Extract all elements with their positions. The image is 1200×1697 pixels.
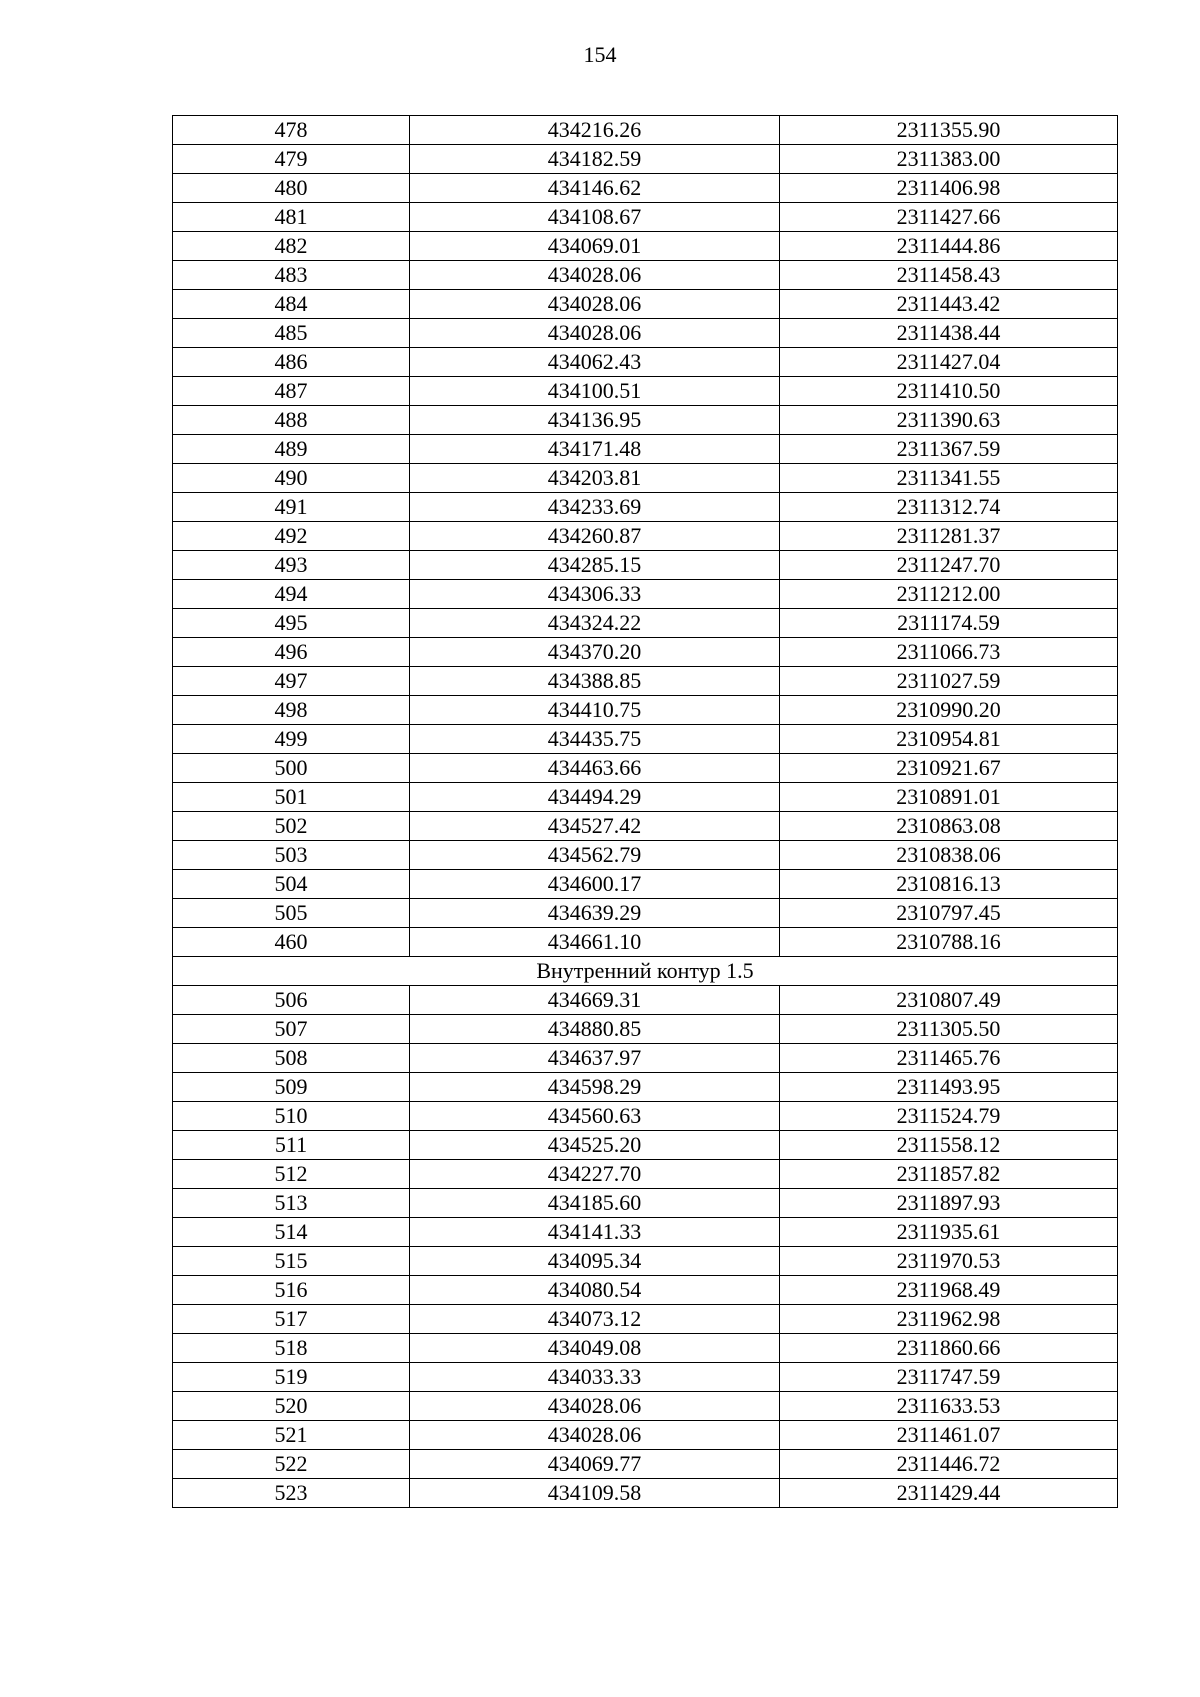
table-row (173, 145, 1118, 174)
table-row (173, 580, 1118, 609)
x-coordinate-cell: 434435.75 (410, 725, 780, 754)
x-coordinate-cell: 434062.43 (410, 348, 780, 377)
y-coordinate-cell: 2311174.59 (780, 609, 1118, 638)
table-row (173, 1276, 1118, 1305)
x-coordinate-cell: 434527.42 (410, 812, 780, 841)
x-coordinate-cell: 434028.06 (410, 319, 780, 348)
point-number-cell: 503 (173, 841, 410, 870)
point-number-cell: 516 (173, 1276, 410, 1305)
x-coordinate-cell: 434661.10 (410, 928, 780, 957)
y-coordinate-cell: 2311968.49 (780, 1276, 1118, 1305)
x-coordinate-cell: 434028.06 (410, 261, 780, 290)
table-row (173, 754, 1118, 783)
x-coordinate-cell: 434388.85 (410, 667, 780, 696)
y-coordinate-cell: 2311027.59 (780, 667, 1118, 696)
y-coordinate-cell: 2310863.08 (780, 812, 1118, 841)
x-coordinate-cell: 434324.22 (410, 609, 780, 638)
x-coordinate-cell: 434600.17 (410, 870, 780, 899)
y-coordinate-cell: 2310954.81 (780, 725, 1118, 754)
y-coordinate-cell: 2310921.67 (780, 754, 1118, 783)
table-row (173, 1421, 1118, 1450)
x-coordinate-cell: 434637.97 (410, 1044, 780, 1073)
table-row (173, 696, 1118, 725)
point-number-cell: 511 (173, 1131, 410, 1160)
y-coordinate-cell: 2310788.16 (780, 928, 1118, 957)
point-number-cell: 480 (173, 174, 410, 203)
y-coordinate-cell: 2311465.76 (780, 1044, 1118, 1073)
x-coordinate-cell: 434639.29 (410, 899, 780, 928)
y-coordinate-cell: 2311860.66 (780, 1334, 1118, 1363)
x-coordinate-cell: 434100.51 (410, 377, 780, 406)
table-row (173, 1131, 1118, 1160)
table-row (173, 116, 1118, 145)
table-row (173, 1102, 1118, 1131)
y-coordinate-cell: 2311970.53 (780, 1247, 1118, 1276)
y-coordinate-cell: 2311438.44 (780, 319, 1118, 348)
table-row (173, 638, 1118, 667)
y-coordinate-cell: 2310990.20 (780, 696, 1118, 725)
y-coordinate-cell: 2310838.06 (780, 841, 1118, 870)
point-number-cell: 494 (173, 580, 410, 609)
x-coordinate-cell: 434560.63 (410, 1102, 780, 1131)
point-number-cell: 523 (173, 1479, 410, 1508)
y-coordinate-cell: 2311633.53 (780, 1392, 1118, 1421)
point-number-cell: 491 (173, 493, 410, 522)
y-coordinate-cell: 2311558.12 (780, 1131, 1118, 1160)
x-coordinate-cell: 434598.29 (410, 1073, 780, 1102)
y-coordinate-cell: 2311524.79 (780, 1102, 1118, 1131)
table-row (173, 1160, 1118, 1189)
point-number-cell: 510 (173, 1102, 410, 1131)
table-row (173, 203, 1118, 232)
y-coordinate-cell: 2311446.72 (780, 1450, 1118, 1479)
coordinates-table-body (173, 116, 1118, 1508)
table-row (173, 1305, 1118, 1334)
point-number-cell: 498 (173, 696, 410, 725)
table-row (173, 928, 1118, 957)
point-number-cell: 519 (173, 1363, 410, 1392)
y-coordinate-cell: 2311305.50 (780, 1015, 1118, 1044)
x-coordinate-cell: 434069.01 (410, 232, 780, 261)
table-row (173, 1073, 1118, 1102)
x-coordinate-cell: 434171.48 (410, 435, 780, 464)
table-row (173, 1015, 1118, 1044)
x-coordinate-cell: 434216.26 (410, 116, 780, 145)
point-number-cell: 495 (173, 609, 410, 638)
x-coordinate-cell: 434033.33 (410, 1363, 780, 1392)
table-row (173, 1363, 1118, 1392)
point-number-cell: 493 (173, 551, 410, 580)
y-coordinate-cell: 2311367.59 (780, 435, 1118, 464)
point-number-cell: 478 (173, 116, 410, 145)
table-row (173, 986, 1118, 1015)
x-coordinate-cell: 434463.66 (410, 754, 780, 783)
x-coordinate-cell: 434525.20 (410, 1131, 780, 1160)
point-number-cell: 509 (173, 1073, 410, 1102)
point-number-cell: 486 (173, 348, 410, 377)
y-coordinate-cell: 2311383.00 (780, 145, 1118, 174)
point-number-cell: 497 (173, 667, 410, 696)
x-coordinate-cell: 434185.60 (410, 1189, 780, 1218)
y-coordinate-cell: 2311410.50 (780, 377, 1118, 406)
table-row (173, 522, 1118, 551)
x-coordinate-cell: 434233.69 (410, 493, 780, 522)
point-number-cell: 501 (173, 783, 410, 812)
point-number-cell: 506 (173, 986, 410, 1015)
y-coordinate-cell: 2311341.55 (780, 464, 1118, 493)
x-coordinate-cell: 434028.06 (410, 1392, 780, 1421)
table-row (173, 1044, 1118, 1073)
table-row (173, 1479, 1118, 1508)
point-number-cell: 499 (173, 725, 410, 754)
point-number-cell: 505 (173, 899, 410, 928)
y-coordinate-cell: 2311493.95 (780, 1073, 1118, 1102)
table-row (173, 609, 1118, 638)
point-number-cell: 482 (173, 232, 410, 261)
table-row (173, 841, 1118, 870)
x-coordinate-cell: 434669.31 (410, 986, 780, 1015)
y-coordinate-cell: 2311427.04 (780, 348, 1118, 377)
table-row (173, 1218, 1118, 1247)
table-row (173, 1334, 1118, 1363)
y-coordinate-cell: 2310807.49 (780, 986, 1118, 1015)
y-coordinate-cell: 2311461.07 (780, 1421, 1118, 1450)
table-row (173, 1392, 1118, 1421)
table-row (173, 290, 1118, 319)
point-number-cell: 488 (173, 406, 410, 435)
table-row (173, 174, 1118, 203)
x-coordinate-cell: 434108.67 (410, 203, 780, 232)
table-row (173, 551, 1118, 580)
x-coordinate-cell: 434028.06 (410, 1421, 780, 1450)
y-coordinate-cell: 2311429.44 (780, 1479, 1118, 1508)
table-row (173, 406, 1118, 435)
table-row (173, 1450, 1118, 1479)
x-coordinate-cell: 434146.62 (410, 174, 780, 203)
coordinates-table (172, 115, 1118, 1508)
point-number-cell: 518 (173, 1334, 410, 1363)
y-coordinate-cell: 2311406.98 (780, 174, 1118, 203)
y-coordinate-cell: 2310891.01 (780, 783, 1118, 812)
x-coordinate-cell: 434227.70 (410, 1160, 780, 1189)
point-number-cell: 521 (173, 1421, 410, 1450)
x-coordinate-cell: 434182.59 (410, 145, 780, 174)
x-coordinate-cell: 434028.06 (410, 290, 780, 319)
point-number-cell: 487 (173, 377, 410, 406)
table-row (173, 1247, 1118, 1276)
x-coordinate-cell: 434141.33 (410, 1218, 780, 1247)
y-coordinate-cell: 2311443.42 (780, 290, 1118, 319)
y-coordinate-cell: 2311212.00 (780, 580, 1118, 609)
point-number-cell: 479 (173, 145, 410, 174)
point-number-cell: 492 (173, 522, 410, 551)
x-coordinate-cell: 434562.79 (410, 841, 780, 870)
x-coordinate-cell: 434109.58 (410, 1479, 780, 1508)
table-row (173, 812, 1118, 841)
table-row (173, 1189, 1118, 1218)
point-number-cell: 490 (173, 464, 410, 493)
point-number-cell: 515 (173, 1247, 410, 1276)
point-number-cell: 520 (173, 1392, 410, 1421)
y-coordinate-cell: 2311281.37 (780, 522, 1118, 551)
y-coordinate-cell: 2311935.61 (780, 1218, 1118, 1247)
table-row (173, 725, 1118, 754)
point-number-cell: 460 (173, 928, 410, 957)
x-coordinate-cell: 434080.54 (410, 1276, 780, 1305)
point-number-cell: 496 (173, 638, 410, 667)
point-number-cell: 502 (173, 812, 410, 841)
table-row (173, 870, 1118, 899)
y-coordinate-cell: 2311962.98 (780, 1305, 1118, 1334)
x-coordinate-cell: 434410.75 (410, 696, 780, 725)
point-number-cell: 522 (173, 1450, 410, 1479)
y-coordinate-cell: 2310797.45 (780, 899, 1118, 928)
x-coordinate-cell: 434370.20 (410, 638, 780, 667)
section-title: Внутренний контур 1.5 (173, 957, 1118, 986)
point-number-cell: 485 (173, 319, 410, 348)
table-row (173, 899, 1118, 928)
point-number-cell: 500 (173, 754, 410, 783)
table-row (173, 377, 1118, 406)
point-number-cell: 514 (173, 1218, 410, 1247)
y-coordinate-cell: 2311247.70 (780, 551, 1118, 580)
y-coordinate-cell: 2311066.73 (780, 638, 1118, 667)
point-number-cell: 512 (173, 1160, 410, 1189)
table-row (173, 783, 1118, 812)
x-coordinate-cell: 434136.95 (410, 406, 780, 435)
table-row (173, 319, 1118, 348)
point-number-cell: 489 (173, 435, 410, 464)
x-coordinate-cell: 434203.81 (410, 464, 780, 493)
x-coordinate-cell: 434260.87 (410, 522, 780, 551)
point-number-cell: 517 (173, 1305, 410, 1334)
x-coordinate-cell: 434069.77 (410, 1450, 780, 1479)
y-coordinate-cell: 2311747.59 (780, 1363, 1118, 1392)
y-coordinate-cell: 2310816.13 (780, 870, 1118, 899)
x-coordinate-cell: 434494.29 (410, 783, 780, 812)
y-coordinate-cell: 2311390.63 (780, 406, 1118, 435)
point-number-cell: 483 (173, 261, 410, 290)
y-coordinate-cell: 2311355.90 (780, 116, 1118, 145)
y-coordinate-cell: 2311458.43 (780, 261, 1118, 290)
point-number-cell: 484 (173, 290, 410, 319)
point-number-cell: 508 (173, 1044, 410, 1073)
x-coordinate-cell: 434306.33 (410, 580, 780, 609)
table-row (173, 261, 1118, 290)
table-row (173, 232, 1118, 261)
x-coordinate-cell: 434049.08 (410, 1334, 780, 1363)
x-coordinate-cell: 434073.12 (410, 1305, 780, 1334)
section-row (173, 957, 1118, 986)
y-coordinate-cell: 2311857.82 (780, 1160, 1118, 1189)
point-number-cell: 504 (173, 870, 410, 899)
table-row (173, 435, 1118, 464)
page-number: 154 (583, 42, 617, 67)
table-row (173, 667, 1118, 696)
point-number-cell: 513 (173, 1189, 410, 1218)
y-coordinate-cell: 2311444.86 (780, 232, 1118, 261)
y-coordinate-cell: 2311312.74 (780, 493, 1118, 522)
point-number-cell: 481 (173, 203, 410, 232)
x-coordinate-cell: 434285.15 (410, 551, 780, 580)
table-row (173, 493, 1118, 522)
x-coordinate-cell: 434880.85 (410, 1015, 780, 1044)
y-coordinate-cell: 2311427.66 (780, 203, 1118, 232)
y-coordinate-cell: 2311897.93 (780, 1189, 1118, 1218)
point-number-cell: 507 (173, 1015, 410, 1044)
x-coordinate-cell: 434095.34 (410, 1247, 780, 1276)
table-row (173, 348, 1118, 377)
table-row (173, 464, 1118, 493)
